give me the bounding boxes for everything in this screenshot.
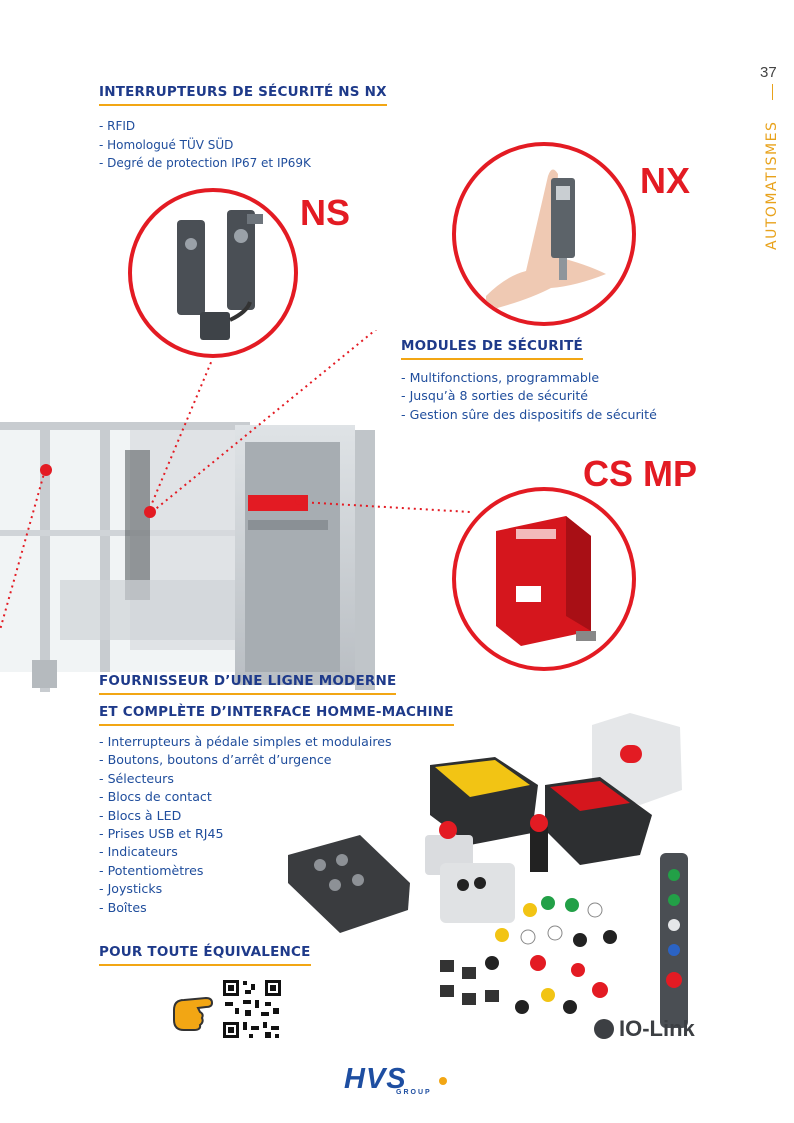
ns-switch-image [132,192,294,354]
list-item: - Prises USB et RJ45 [99,825,392,843]
ns-callout: NS [300,192,351,233]
pointing-hand-icon [170,988,218,1036]
section-label: AUTOMATISMES [764,120,780,250]
hmi-title-line2: ET COMPLÈTE D’INTERFACE HOMME-MACHINE [99,704,454,726]
list-item: - RFID [99,117,311,136]
iolink-icon [594,1019,614,1039]
hmi-products-image [280,705,700,1035]
list-item: - Jusqu’à 8 sorties de sécurité [401,387,657,405]
qr-code[interactable] [221,978,283,1040]
list-item: - Multifonctions, programmable [401,369,657,387]
safety-modules-list [401,369,657,424]
hmi-title-line1: FOURNISSEUR D’UNE LIGNE MODERNE [99,673,396,695]
csmp-product-circle [452,487,636,671]
list-item: - Sélecteurs [99,770,392,788]
list-item: - Joysticks [99,880,392,898]
brand-logo-dot [439,1077,447,1085]
brand-logo: HVS [344,1063,407,1095]
nx-product-circle [452,142,636,326]
list-item: - Gestion sûre des dispositifs de sécurité [401,406,657,424]
equivalence-title: POUR TOUTE ÉQUIVALENCE [99,944,311,966]
list-item: - Blocs à LED [99,807,392,825]
ns-product-circle [128,188,298,358]
safety-switches-list [99,117,311,173]
list-item: - Blocs de contact [99,788,392,806]
iolink-label: IO-Link [619,1016,695,1041]
machine-illustration [0,330,470,710]
page-number: 37 [760,64,777,81]
list-item: - Degré de protection IP67 et IP69K [99,154,311,173]
list-item: - Boutons, boutons d’arrêt d’urgence [99,751,392,769]
nx-callout: NX [640,160,691,201]
csmp-callout: CS MP [583,453,698,494]
list-item: - Interrupteurs à pédale simples et modulaires [99,733,392,751]
list-item: - Boîtes [99,899,392,917]
list-item: - Homologué TÜV SÜD [99,136,311,155]
list-item: - Indicateurs [99,843,392,861]
csmp-module-image [456,491,632,667]
nx-hand-image [456,146,632,322]
page-number-rule [772,84,773,100]
safety-switches-title: INTERRUPTEURS DE SÉCURITÉ NS NX [99,84,387,106]
list-item: - Potentiomètres [99,862,392,880]
brand-logo-sub: GROUP [396,1089,432,1096]
safety-modules-title: MODULES DE SÉCURITÉ [401,338,583,360]
